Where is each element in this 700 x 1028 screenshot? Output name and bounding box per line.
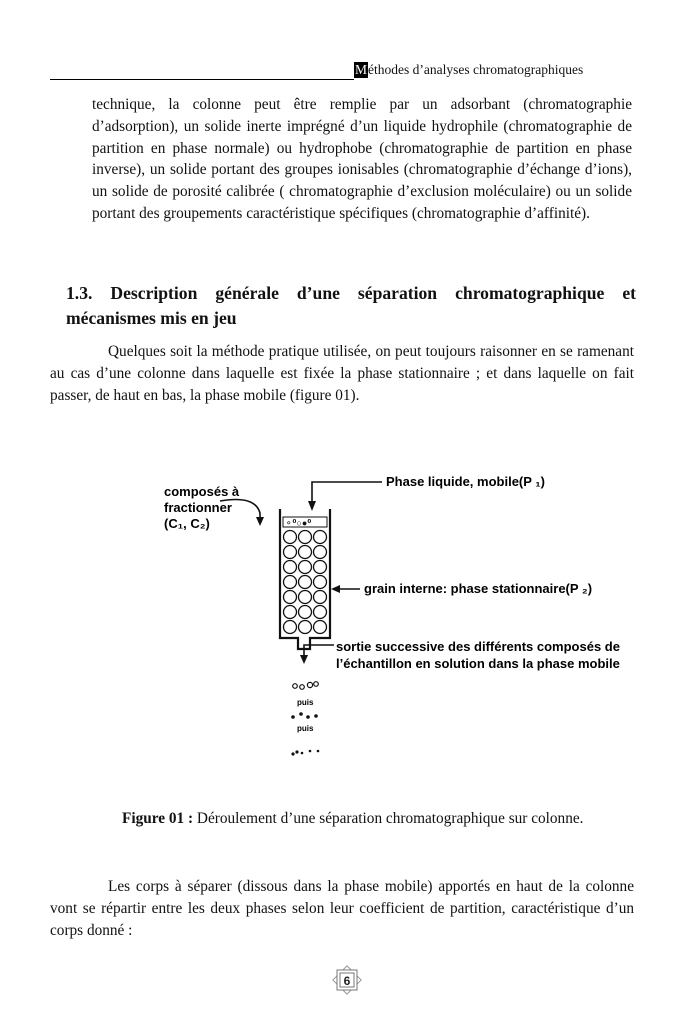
exit-arrow <box>304 645 334 656</box>
eluted-fraction-2 <box>291 712 318 719</box>
puis-label-1: puis <box>297 698 314 707</box>
svg-text:⚬⁰○●⁰: ⚬⁰○●⁰ <box>285 518 312 528</box>
header-text: éthodes d’analyses chromatographiques <box>368 62 584 77</box>
compounds-label-line3: (C₁, C₂) <box>164 516 210 531</box>
exit-label-line1: sortie successive des différents composés de <box>336 639 620 654</box>
exit-label-line2: l’échantillon en solution dans la phase mobile <box>336 656 620 671</box>
stationary-phase-arrowhead <box>331 585 340 593</box>
compounds-label-line2: fractionner <box>164 500 232 515</box>
caption-text: Déroulement d’une séparation chromatographique sur colonne. <box>193 810 584 827</box>
header-initial: M <box>355 62 368 77</box>
section-number: 1.3. <box>66 283 93 303</box>
packed-grains <box>284 531 327 634</box>
header-rule <box>50 79 354 80</box>
column-diagram <box>150 455 620 775</box>
section-heading <box>66 281 636 331</box>
body-paragraph-3: Les corps à séparer (dissous dans la phase mobile) apportés en haut de la colonne vont se répartir entre les deux phases selon leur coefficient de partition, caractéristique d’un corps donné : <box>50 878 634 939</box>
compounds-label-line1: composés à <box>164 484 240 499</box>
page-number: 6 <box>343 974 351 988</box>
figure-caption <box>122 810 583 828</box>
eluted-fraction-3 <box>291 750 319 756</box>
page-number-ornament <box>324 957 370 1003</box>
exit-arrowhead <box>300 655 308 664</box>
puis-label-2: puis <box>297 724 314 733</box>
caption-label: Figure 01 : <box>122 810 194 827</box>
body-paragraph-2: Quelques soit la méthode pratique utilisée, on peut toujours raisonner en se ramenant au cas d’une colonne dans laquelle est fixée la phase stationnaire ; et dans laquelle on fait passer, de haut en bas, la phase mobile (figure 01). <box>50 343 634 404</box>
eluted-fraction-1 <box>293 682 319 690</box>
mobile-phase-arrow <box>312 482 382 503</box>
mobile-phase-arrowhead <box>308 501 316 511</box>
mobile-phase-label: Phase liquide, mobile(P ₁) <box>386 474 546 489</box>
compounds-arrowhead <box>256 517 264 526</box>
sample-band <box>283 517 327 528</box>
running-header <box>354 62 583 78</box>
section-title: Description générale d’une séparation chromatographique et mécanismes mis en jeu <box>66 283 636 328</box>
stationary-phase-label: grain interne: phase stationnaire(P ₂) <box>364 581 593 596</box>
intro-paragraph: technique, la colonne peut être remplie par un adsorbant (chromatographie d’adsorption), un solide inerte imprégné d’un liquide hydrophile (chromatographie de partition en phase normale) ou hydrophobe (chromatographie de partition en phase inverse), un solide portant des groupes ionisables (chromatographie d’échange d’ions), un solide de porosité calibrée ( chromatographie d’exclusion moléculaire) ou un solide portant des groupements caractéristique spécifiques (chromatographie d’affinité). <box>92 96 632 222</box>
